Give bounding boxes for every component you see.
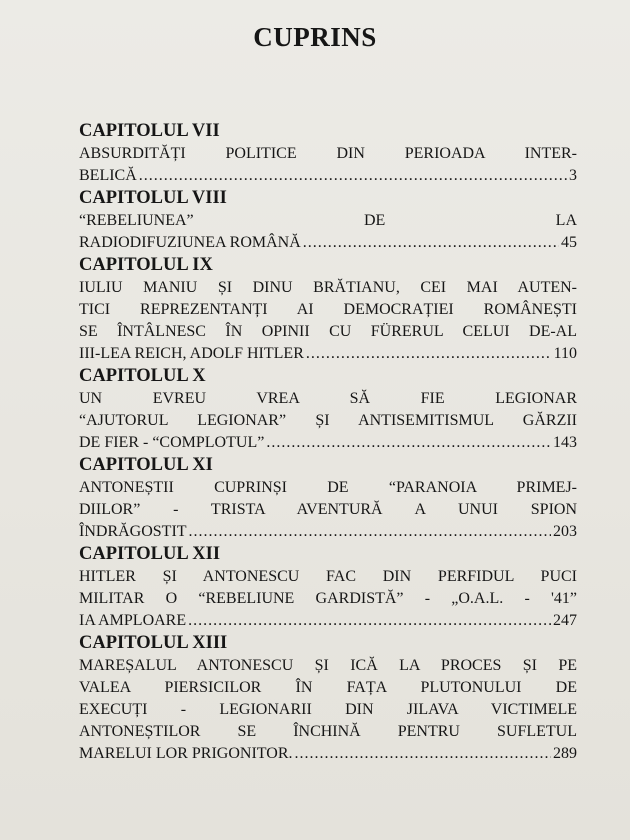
page-number: 110 xyxy=(553,345,577,362)
chapter-title-line: MAREȘALUL ANTONESCU ȘI ICĂ LA PROCES ȘI PE xyxy=(79,657,577,674)
toc-entry xyxy=(79,254,577,365)
dot-leader xyxy=(188,610,551,632)
chapter-last-line xyxy=(79,743,577,765)
chapter-heading: CAPITOLUL XII xyxy=(79,544,221,564)
chapter-last-line xyxy=(79,165,577,187)
chapter-title-line: ABSURDITĂȚI POLITICE DIN PERIOADA INTER- xyxy=(79,145,577,162)
dot-leader xyxy=(139,165,567,187)
chapter-last-line xyxy=(79,521,577,543)
chapter-title-line: EXECUȚI - LEGIONARII DIN JILAVA VICTIMELE xyxy=(79,701,577,718)
chapter-last-line xyxy=(79,432,577,454)
dot-leader xyxy=(189,521,551,543)
chapter-title-end: ÎNDRĂGOSTIT xyxy=(79,523,187,540)
page-number: 247 xyxy=(553,612,577,629)
page-number: 143 xyxy=(553,434,577,451)
dot-leader xyxy=(294,743,551,765)
table-of-contents xyxy=(79,120,577,765)
chapter-title-end: MARELUI LOR PRIGONITOR. xyxy=(79,745,293,762)
chapter-title-line: “AJUTORUL LEGIONAR” ȘI ANTISEMITISMUL GĂRZII xyxy=(79,412,577,429)
page-number: 289 xyxy=(553,745,577,762)
chapter-title-end: DE FIER - “COMPLOTUL” xyxy=(79,434,265,451)
toc-entry xyxy=(79,454,577,543)
chapter-title-end: III-LEA REICH, ADOLF HITLER xyxy=(79,345,304,362)
dot-leader xyxy=(303,232,559,254)
chapter-title-line: ANTONEȘTILOR SE ÎNCHINĂ PENTRU SUFLETUL xyxy=(79,723,577,740)
page-number: 203 xyxy=(553,523,577,540)
toc-entry xyxy=(79,365,577,454)
toc-entry xyxy=(79,187,577,254)
chapter-title-end: BELICĂ xyxy=(79,167,137,184)
chapter-title-line: HITLER ȘI ANTONESCU FAC DIN PERFIDUL PUCI xyxy=(79,568,577,585)
page-number: 3 xyxy=(569,167,577,184)
toc-entry xyxy=(79,543,577,632)
chapter-heading: CAPITOLUL XI xyxy=(79,455,213,475)
chapter-title-line: TICI REPREZENTANȚI AI DEMOCRAȚIEI ROMÂNEȘTI xyxy=(79,301,577,318)
toc-entry xyxy=(79,632,577,765)
chapter-last-line xyxy=(79,232,577,254)
chapter-title-line: UN EVREU VREA SĂ FIE LEGIONAR xyxy=(79,390,577,407)
chapter-heading: CAPITOLUL XIII xyxy=(79,633,228,653)
chapter-heading: CAPITOLUL IX xyxy=(79,255,213,275)
chapter-heading: CAPITOLUL VII xyxy=(79,121,220,141)
chapter-title-end: RADIODIFUZIUNEA ROMÂNĂ xyxy=(79,234,301,251)
chapter-title-line: “REBELIUNEA” DE LA xyxy=(79,212,577,229)
toc-entry xyxy=(79,120,577,187)
page-title: CUPRINS xyxy=(253,22,377,52)
chapter-title-line: MILITAR O “REBELIUNE GARDISTĂ” - „O.A.L. - '41” xyxy=(79,590,577,607)
chapter-last-line xyxy=(79,610,577,632)
page-number: 45 xyxy=(561,234,577,251)
chapter-title-end: IA AMPLOARE xyxy=(79,612,187,629)
chapter-heading: CAPITOLUL X xyxy=(79,366,206,386)
chapter-title-line: IULIU MANIU ȘI DINU BRĂTIANU, CEI MAI AUTEN- xyxy=(79,279,577,296)
chapter-title-line: DIILOR” - TRISTA AVENTURĂ A UNUI SPION xyxy=(79,501,577,518)
chapter-heading: CAPITOLUL VIII xyxy=(79,188,227,208)
chapter-title-line: ANTONEȘTII CUPRINȘI DE “PARANOIA PRIMEJ- xyxy=(79,479,577,496)
chapter-title-line: VALEA PIERSICILOR ÎN FAȚA PLUTONULUI DE xyxy=(79,679,577,696)
chapter-title-line: SE ÎNTÂLNESC ÎN OPINII CU FÜRERUL CELUI DE-AL xyxy=(79,323,577,340)
dot-leader xyxy=(266,432,551,454)
chapter-last-line xyxy=(79,343,577,365)
dot-leader xyxy=(306,343,552,365)
